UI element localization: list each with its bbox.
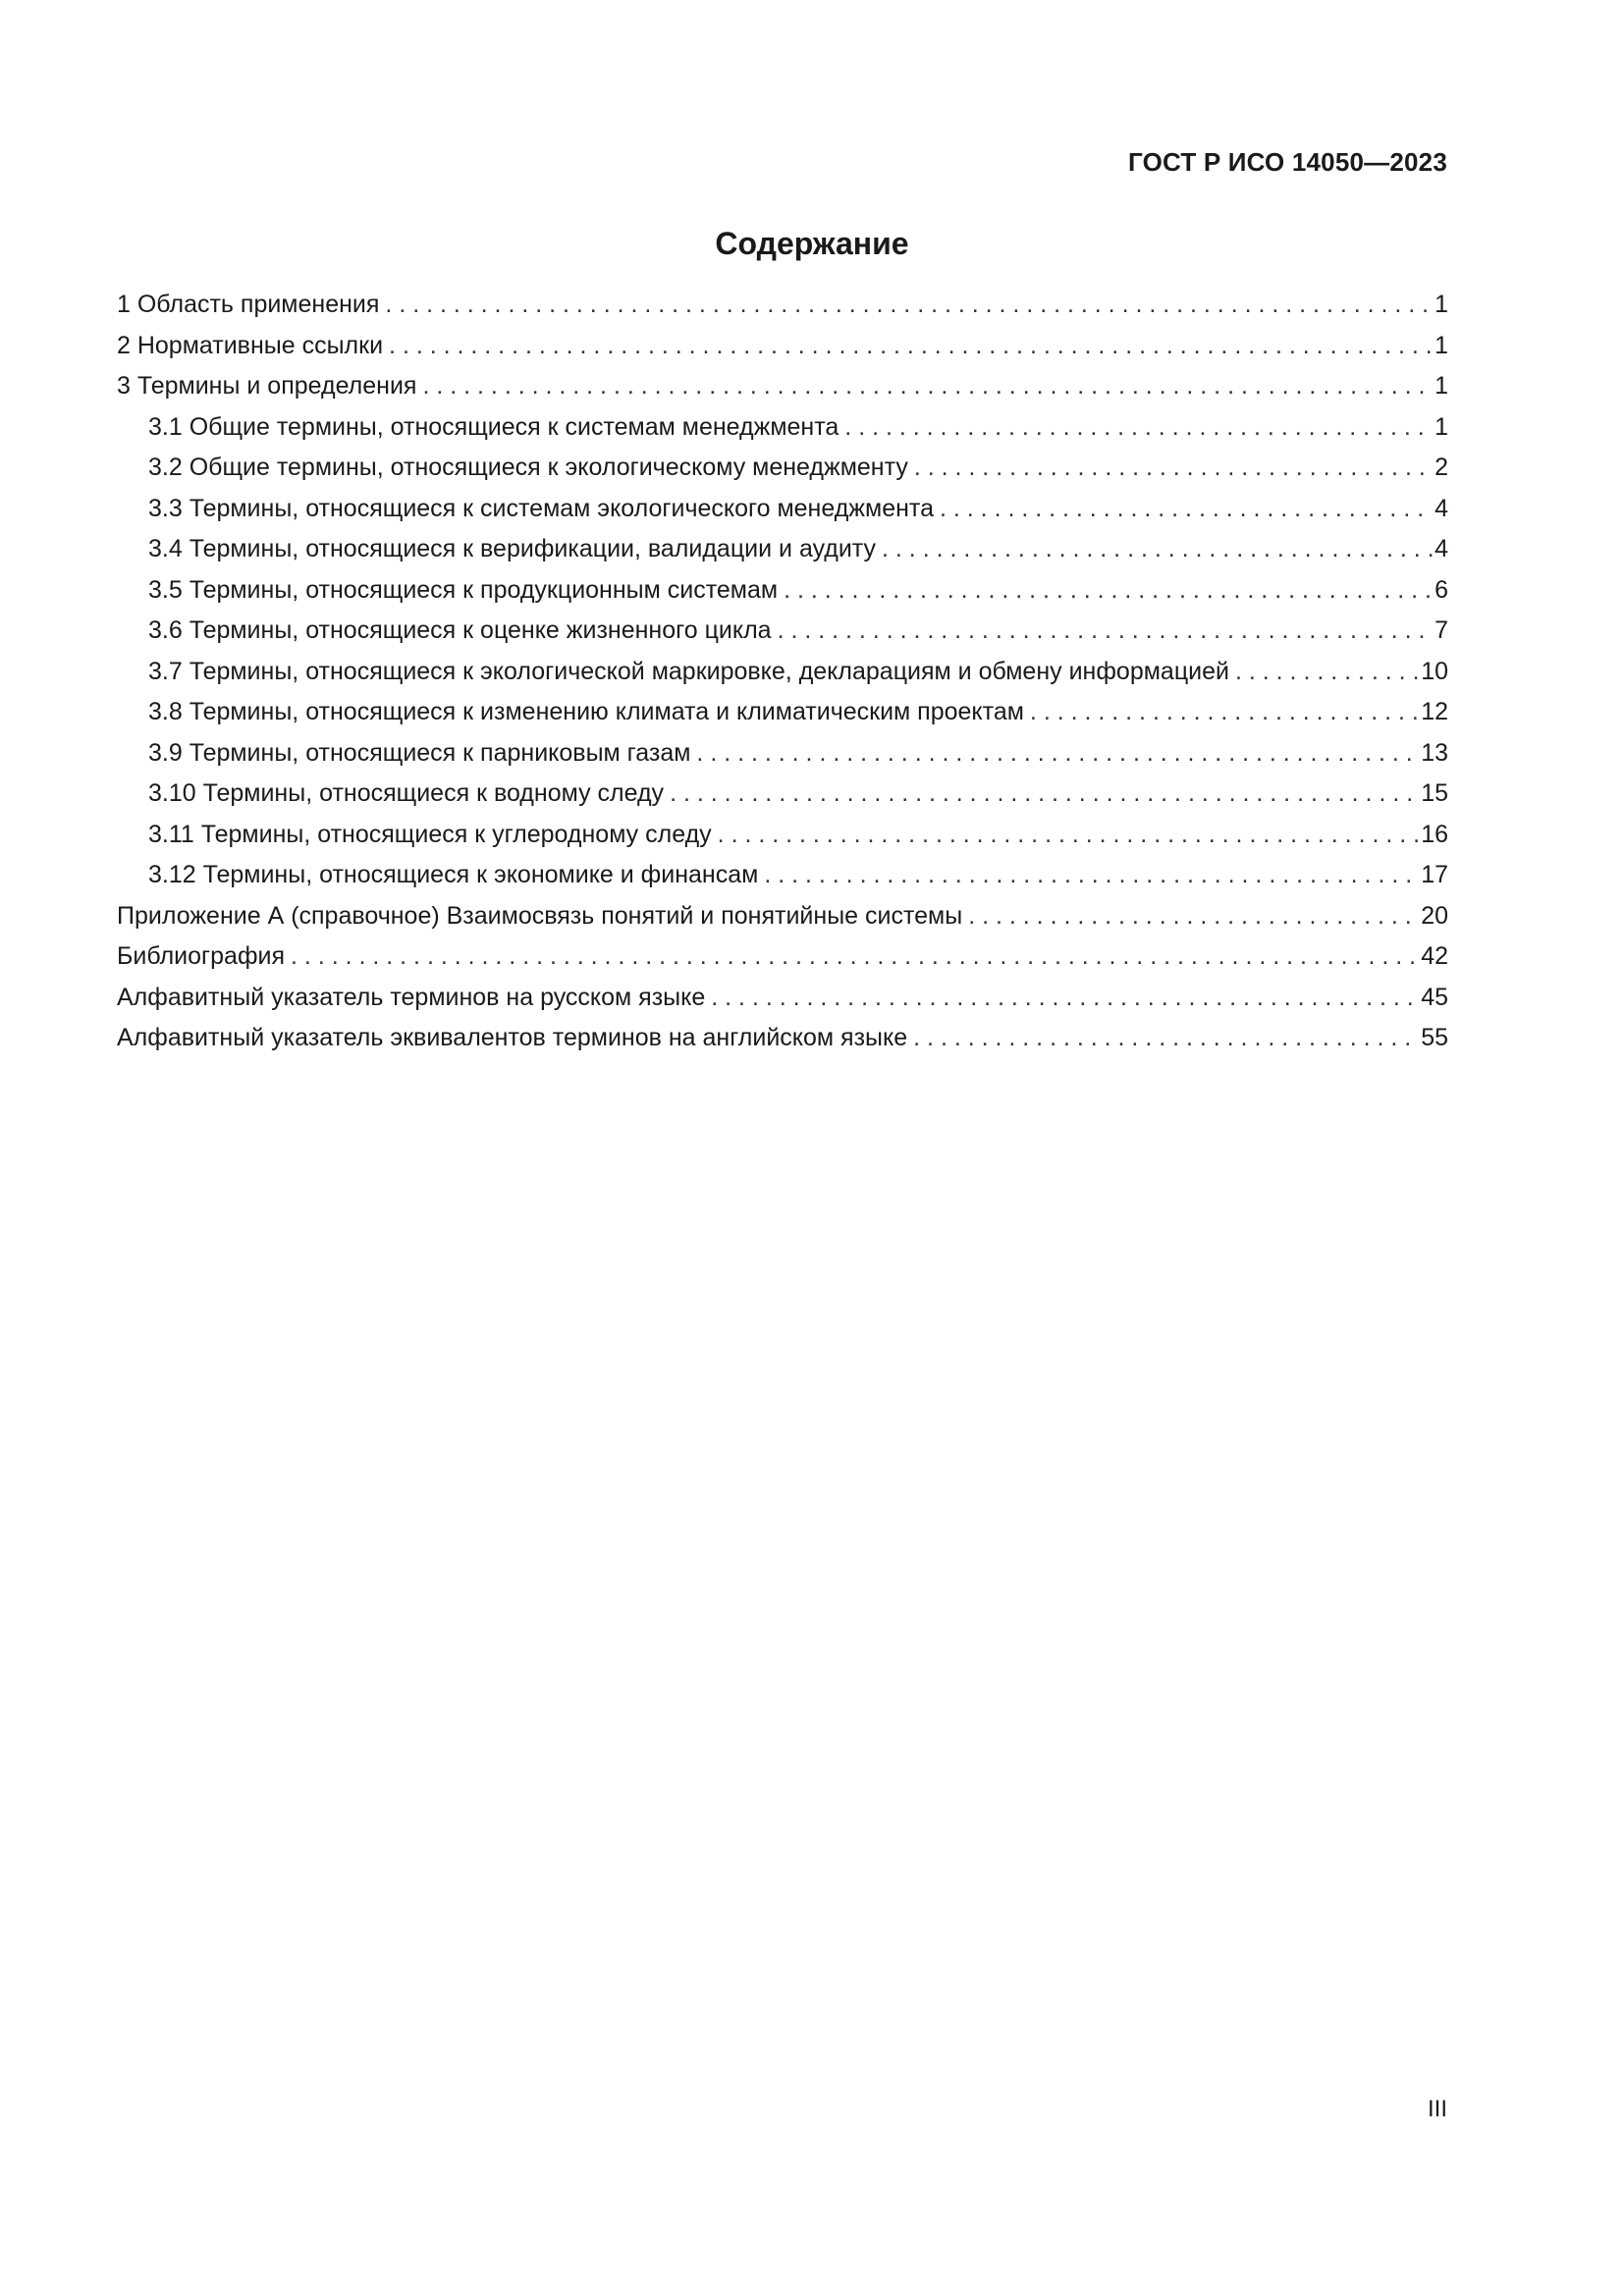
toc-dot-leader: [711, 978, 1419, 1019]
page-number: III: [1427, 2096, 1447, 2122]
toc-entry-page: 1: [1435, 372, 1448, 400]
toc-dot-leader: [882, 529, 1433, 570]
toc-entry[interactable]: [117, 407, 1448, 449]
toc-entry[interactable]: [117, 448, 1448, 489]
toc-entry-label: 3.5 Термины, относящиеся к продукционным системам: [148, 575, 779, 604]
toc-entry[interactable]: [117, 936, 1448, 978]
toc-entry-label: 3.8 Термины, относящиеся к изменению климата и климатическим проектам: [148, 698, 1024, 725]
toc-entry-page: 4: [1435, 494, 1448, 522]
toc-entry-page: 15: [1421, 779, 1448, 807]
toc-entry-label: 3.10 Термины, относящиеся к водному следу: [148, 779, 665, 807]
toc-entry-page: 1: [1435, 331, 1448, 359]
toc-entry-label: 3.1 Общие термины, относящиеся к системам менеджмента: [148, 412, 839, 441]
toc-entry[interactable]: [117, 570, 1448, 612]
toc-dot-leader: [670, 774, 1419, 815]
toc-entry-page: 13: [1421, 738, 1448, 767]
toc-entry[interactable]: [117, 529, 1448, 570]
toc-entry[interactable]: [117, 285, 1448, 326]
toc-entry-label: 2 Нормативные ссылки: [117, 331, 384, 359]
toc-entry-label: Приложение А (справочное) Взаимосвязь понятий и понятийные системы: [117, 901, 963, 930]
toc-entry-page: 45: [1421, 983, 1448, 1011]
toc-entry-label: 1 Область применения: [117, 291, 380, 318]
toc-entry-page: 1: [1435, 291, 1448, 318]
toc-entry-page: 12: [1421, 698, 1448, 725]
toc-entry-page: 4: [1435, 535, 1448, 562]
toc-entry-label: Алфавитный указатель терминов на русском языке: [117, 983, 706, 1011]
toc-entry-page: 6: [1435, 575, 1448, 604]
toc-entry-page: 20: [1421, 901, 1448, 930]
toc-dot-leader: [696, 733, 1419, 774]
toc-entry[interactable]: [117, 489, 1448, 530]
toc-entry[interactable]: [117, 652, 1448, 693]
toc-dot-leader: [784, 570, 1433, 612]
toc-entry[interactable]: [117, 611, 1448, 652]
toc-entry-page: 2: [1435, 454, 1448, 481]
toc-entry-label: 3.7 Термины, относящиеся к экологической маркировке, декларациям и обмену информацией: [148, 657, 1229, 685]
toc-entry-label: 3.2 Общие термины, относящиеся к экологическому менеджменту: [148, 454, 908, 481]
toc-entry[interactable]: [117, 896, 1448, 937]
toc-entry[interactable]: [117, 978, 1448, 1019]
toc-dot-leader: [968, 896, 1419, 937]
toc-entry[interactable]: [117, 855, 1448, 896]
toc-entry-page: 16: [1421, 820, 1448, 848]
toc-dot-leader: [764, 855, 1419, 896]
toc-entry-label: 3.11 Термины, относящиеся к углеродному следу: [148, 820, 712, 848]
toc-title: Содержание: [715, 226, 909, 261]
toc-dot-leader: [1030, 692, 1419, 733]
toc-dot-leader: [914, 448, 1433, 489]
toc-entry[interactable]: [117, 1018, 1448, 1059]
toc-entry-label: Алфавитный указатель эквивалентов терминов на английском языке: [117, 1024, 908, 1051]
toc-dot-leader: [291, 936, 1419, 978]
toc-dot-leader: [422, 366, 1433, 407]
toc-dot-leader: [844, 407, 1433, 449]
table-of-contents: [117, 285, 1448, 1059]
toc-dot-leader: [718, 815, 1420, 856]
toc-entry-label: 3.9 Термины, относящиеся к парниковым газам: [148, 738, 691, 767]
toc-dot-leader: [913, 1018, 1419, 1059]
toc-entry-label: 3.12 Термины, относящиеся к экономике и финансам: [148, 861, 759, 888]
toc-dot-leader: [778, 611, 1434, 652]
toc-entry[interactable]: [117, 733, 1448, 774]
toc-entry-label: Библиография: [117, 942, 286, 970]
toc-dot-leader: [940, 489, 1433, 530]
toc-entry-label: 3.3 Термины, относящиеся к системам экологического менеджмента: [148, 494, 934, 522]
document-code: ГОСТ Р ИСО 14050—2023: [1127, 147, 1447, 177]
toc-entry-label: 3.4 Термины, относящиеся к верификации, валидации и аудиту: [148, 535, 877, 562]
toc-entry-page: 7: [1435, 616, 1448, 644]
toc-dot-leader: [1235, 652, 1419, 693]
toc-entry-label: 3 Термины и определения: [117, 372, 417, 400]
toc-dot-leader: [389, 326, 1433, 367]
toc-entry-page: 55: [1421, 1024, 1448, 1051]
toc-entry-page: 1: [1435, 412, 1448, 441]
toc-entry[interactable]: [117, 326, 1448, 367]
toc-entry-page: 10: [1421, 657, 1448, 685]
toc-dot-leader: [385, 285, 1433, 326]
toc-entry-label: 3.6 Термины, относящиеся к оценке жизненного цикла: [148, 616, 772, 644]
toc-entry-page: 42: [1421, 942, 1448, 970]
toc-entry-page: 17: [1421, 861, 1448, 888]
toc-entry[interactable]: [117, 692, 1448, 733]
toc-entry[interactable]: [117, 366, 1448, 407]
toc-entry[interactable]: [117, 774, 1448, 815]
toc-entry[interactable]: [117, 815, 1448, 856]
